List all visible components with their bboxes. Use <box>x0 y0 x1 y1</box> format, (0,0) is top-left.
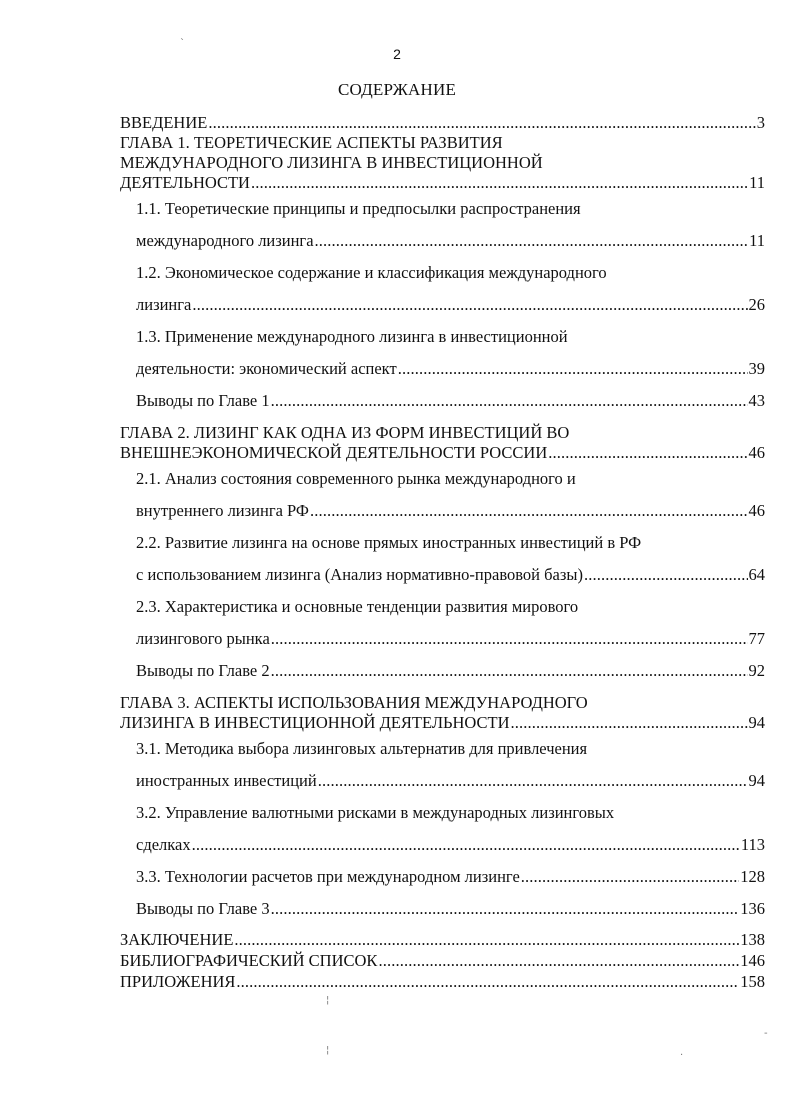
toc-page-number: 11 <box>749 231 765 250</box>
scan-speck: ` <box>180 38 185 49</box>
toc-chapter-1[interactable] <box>120 133 765 193</box>
toc-conclusions-chapter-1[interactable] <box>136 385 765 417</box>
dot-leader <box>398 353 748 385</box>
toc-page-number: 43 <box>748 391 765 410</box>
toc-section-2-2[interactable] <box>136 527 765 591</box>
section-title-line: 3.1. Методика выбора лизинговых альтернатив для привлечения <box>136 739 588 758</box>
toc-page-number: 11 <box>749 173 765 192</box>
dot-leader <box>271 893 740 925</box>
section-title-line: внутреннего лизинга РФ <box>136 501 309 520</box>
toc-page-number: 39 <box>748 359 765 378</box>
toc-page-number: 113 <box>740 835 765 854</box>
toc-entry-text: БИБЛИОГРАФИЧЕСКИЙ СПИСОК <box>120 951 378 970</box>
chapter-heading-line: ГЛАВА 3. АСПЕКТЫ ИСПОЛЬЗОВАНИЯ МЕЖДУНАРОДНОГО <box>120 693 588 712</box>
chapter-heading-line: ВНЕШНЕЭКОНОМИЧЕСКОЙ ДЕЯТЕЛЬНОСТИ РОССИИ <box>120 443 548 462</box>
dot-leader <box>271 385 748 417</box>
section-title-line: 2.2. Развитие лизинга на основе прямых иностранных инвестиций в РФ <box>136 533 642 552</box>
toc-section-2-1[interactable] <box>136 463 765 527</box>
dot-leader <box>234 929 739 950</box>
dot-leader <box>251 173 748 193</box>
toc-conclusions-chapter-3[interactable] <box>136 893 765 925</box>
toc-page-number: 92 <box>748 661 765 680</box>
toc-section-3-2[interactable] <box>136 797 765 861</box>
section-title-line: иностранных инвестиций <box>136 771 317 790</box>
toc-page-number: 46 <box>748 501 765 520</box>
scan-speck: - <box>764 1028 768 1039</box>
section-title-line: Выводы по Главе 3 <box>136 899 270 918</box>
toc-page-number: 77 <box>748 629 765 648</box>
dot-leader <box>192 829 740 861</box>
toc-section-1-3[interactable] <box>136 321 765 385</box>
toc-page-number: 146 <box>740 951 765 970</box>
toc-section-3-3[interactable] <box>136 861 765 893</box>
toc-entry-bibliography[interactable] <box>120 950 765 971</box>
section-title-line: 2.1. Анализ состояния современного рынка международного и <box>136 469 576 488</box>
dot-leader <box>315 225 749 257</box>
section-title-line: 1.2. Экономическое содержание и классификация международного <box>136 263 607 282</box>
section-title-line: с использованием лизинга (Анализ нормативно-правовой базы) <box>136 565 583 584</box>
chapter-heading-line: МЕЖДУНАРОДНОГО ЛИЗИНГА В ИНВЕСТИЦИОННОЙ <box>120 153 543 172</box>
dot-leader <box>208 113 755 133</box>
chapter-heading-line: ГЛАВА 1. ТЕОРЕТИЧЕСКИЕ АСПЕКТЫ РАЗВИТИЯ <box>120 133 503 152</box>
toc-section-3-1[interactable] <box>136 733 765 797</box>
scan-speck: ¦ <box>326 995 330 1006</box>
section-title-line: лизингового рынка <box>136 629 270 648</box>
dot-leader <box>318 765 748 797</box>
scan-speck: · <box>680 1050 684 1061</box>
section-title-line: лизинга <box>136 295 192 314</box>
dot-leader <box>236 971 739 992</box>
toc-entry-text: ПРИЛОЖЕНИЯ <box>120 972 236 991</box>
toc-chapter-3[interactable] <box>120 693 765 733</box>
section-title-line: сделках <box>136 835 191 854</box>
toc-conclusions-chapter-2[interactable] <box>136 655 765 687</box>
chapter-heading-line: ДЕЯТЕЛЬНОСТИ <box>120 173 250 192</box>
dot-leader <box>271 623 748 655</box>
section-title-line: международного лизинга <box>136 231 314 250</box>
toc-page-number: 64 <box>748 565 765 584</box>
toc-page-number: 136 <box>740 899 765 918</box>
page-number: 2 <box>393 46 401 62</box>
section-title-line: деятельности: экономический аспект <box>136 359 397 378</box>
toc-chapter-3-sections <box>120 733 765 925</box>
chapter-heading-line: ГЛАВА 2. ЛИЗИНГ КАК ОДНА ИЗ ФОРМ ИНВЕСТИЦИЙ ВО <box>120 423 570 442</box>
toc-page-number: 94 <box>748 713 765 732</box>
toc-title: СОДЕРЖАНИЕ <box>337 80 457 99</box>
section-title-line: 2.3. Характеристика и основные тенденции развития мирового <box>136 597 579 616</box>
toc-chapter-2-sections <box>120 463 765 687</box>
toc-page-number: 138 <box>740 930 765 949</box>
toc-page-number: 94 <box>748 771 765 790</box>
dot-leader <box>548 443 747 463</box>
toc-section-1-1[interactable] <box>136 193 765 257</box>
scan-speck: ¦ <box>326 1045 330 1056</box>
toc-entry-introduction[interactable] <box>120 113 765 133</box>
toc-page-number: 158 <box>740 972 765 991</box>
toc-section-1-2[interactable] <box>136 257 765 321</box>
dot-leader <box>271 655 748 687</box>
toc-page-number: 26 <box>748 295 765 314</box>
section-title-line: 3.3. Технологии расчетов при международном лизинге <box>136 867 520 886</box>
toc-page-number: 128 <box>740 867 765 886</box>
dot-leader <box>521 861 739 893</box>
dot-leader <box>310 495 748 527</box>
dot-leader <box>192 289 747 321</box>
table-of-contents <box>120 113 765 992</box>
dot-leader <box>584 559 748 591</box>
dot-leader <box>511 713 748 733</box>
section-title-line: 1.3. Применение международного лизинга в инвестиционной <box>136 327 568 346</box>
toc-final-entries <box>120 929 765 992</box>
toc-entry-text: ЗАКЛЮЧЕНИЕ <box>120 930 234 949</box>
section-title-line: Выводы по Главе 1 <box>136 391 270 410</box>
toc-entry-appendices[interactable] <box>120 971 765 992</box>
toc-entry-text: ВВЕДЕНИЕ <box>120 113 208 132</box>
toc-chapter-2[interactable] <box>120 423 765 463</box>
toc-entry-conclusion[interactable] <box>120 929 765 950</box>
section-title-line: 1.1. Теоретические принципы и предпосылки распространения <box>136 199 581 218</box>
toc-chapter-1-sections <box>120 193 765 417</box>
toc-section-2-3[interactable] <box>136 591 765 655</box>
toc-page-number: 3 <box>756 113 765 132</box>
section-title-line: Выводы по Главе 2 <box>136 661 270 680</box>
toc-page-number: 46 <box>748 443 765 462</box>
section-title-line: 3.2. Управление валютными рисками в международных лизинговых <box>136 803 615 822</box>
dot-leader <box>378 950 739 971</box>
chapter-heading-line: ЛИЗИНГА В ИНВЕСТИЦИОННОЙ ДЕЯТЕЛЬНОСТИ <box>120 713 510 732</box>
